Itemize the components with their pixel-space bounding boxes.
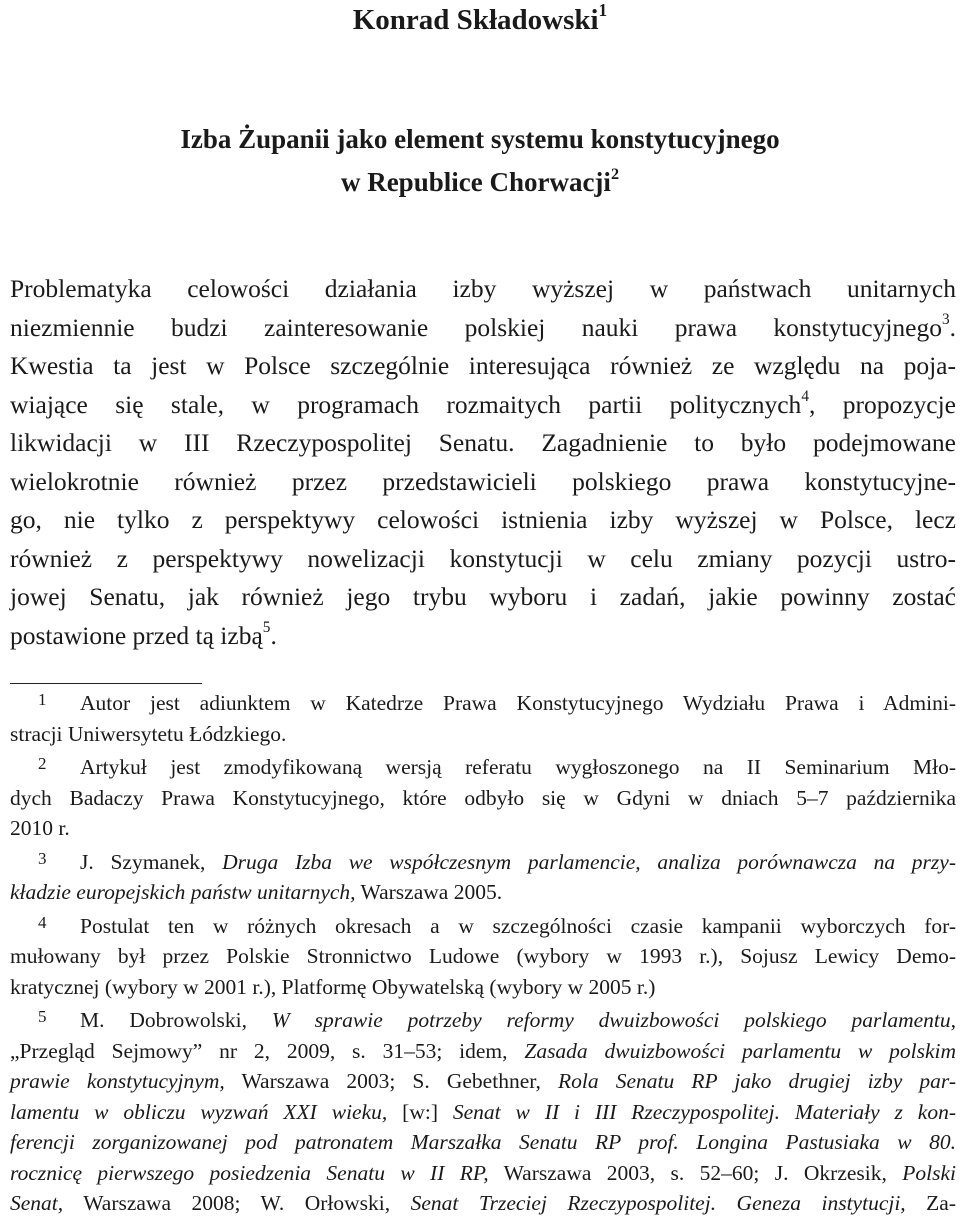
body-text: wiające się stale, w programach rozmaitych partii politycznych xyxy=(10,389,802,419)
footnote-italic: lamentu w obliczu wyzwań XXI wieku, xyxy=(10,1099,388,1124)
footnote-2 xyxy=(10,749,956,844)
title-line-2 xyxy=(0,161,960,204)
body-line: go, nie tylko z perspektywy celowości istnienia izby wyższej w Polsce, lecz xyxy=(10,505,956,534)
footnote-line xyxy=(10,1066,956,1097)
footnote-italic: Senat w II i III Rzeczypospolitej. Materiały z kon- xyxy=(452,1099,956,1124)
footnote-line xyxy=(10,877,956,908)
footnote-line xyxy=(10,844,956,878)
footnote-text: Autor jest adiunktem w Katedrze Prawa Konstytucyjnego Wydziału Prawa i Admini- xyxy=(80,691,956,715)
footnote-number: 2 xyxy=(38,754,47,773)
title-line-1: Izba Żupanii jako element systemu konstytucyjnego xyxy=(180,124,780,154)
footnote-line xyxy=(10,1188,956,1219)
footnote-text: Warszawa 2003, s. 52–60; J. Okrzesik, xyxy=(488,1160,903,1185)
footnote-line: kratycznej (wybory w 2001 r.), Platformę Obywatelską (wybory w 2005 r.) xyxy=(10,974,656,999)
footnote-italic: Polski xyxy=(902,1160,956,1185)
footnote-text: M. Dobrowolski, xyxy=(80,1008,272,1032)
footnote-separator xyxy=(10,683,202,684)
footnote-line: mułowany był przez Polskie Stronnictwo Ludowe (wybory w 1993 r.), Sojusz Lewicy Demo- xyxy=(10,944,956,968)
footnote-4 xyxy=(10,908,956,1003)
body-paragraph xyxy=(10,270,956,655)
body-line xyxy=(10,617,956,656)
footnotes xyxy=(10,685,956,1219)
body-line: wielokrotnie również przez przedstawicieli polskiego prawa konstytucyjne- xyxy=(10,466,956,496)
body-text: . xyxy=(270,620,277,650)
body-text: niezmiennie budzi zainteresowanie polskiej nauki prawa konstytucyjnego xyxy=(10,312,942,342)
footnote-line xyxy=(10,685,956,719)
footnote-italic: Senat, xyxy=(10,1191,64,1215)
footnote-line xyxy=(10,1036,956,1067)
footnote-text: Za- xyxy=(905,1191,956,1215)
footnote-line xyxy=(10,908,956,942)
body-line: Kwestia ta jest w Polsce szczególnie interesująca również ze względu na poja- xyxy=(10,351,956,380)
footnote-italic: Druga Izba we współczesnym parlamencie, analiza porównawcza na przy- xyxy=(222,849,956,874)
author-name xyxy=(0,2,960,38)
footnote-text: Postulat ten w różnych okresach a w szczególności czasie kampanii wyborczych for- xyxy=(80,913,956,938)
footnote-line xyxy=(10,1158,956,1189)
footnote-text: J. Szymanek, xyxy=(80,849,223,874)
footnote-text: Warszawa 2003; S. Gebethner, xyxy=(224,1069,559,1093)
body-line: Problematyka celowości działania izby wyższej w państwach unitarnych xyxy=(10,274,956,303)
footnote-1 xyxy=(10,685,956,749)
footnote-ref-1[interactable]: 1 xyxy=(598,0,608,21)
footnote-3 xyxy=(10,844,956,908)
footnote-ref-2[interactable]: 2 xyxy=(610,165,620,183)
footnote-italic: kładzie europejskich państw unitarnych, xyxy=(10,880,356,904)
footnote-number: 4 xyxy=(38,912,47,932)
body-text: postawione przed tą izbą xyxy=(10,620,263,650)
footnote-text: [w:] xyxy=(387,1099,453,1124)
footnote-italic: ferencji zorganizowanej pod patronatem Marszałka Senatu RP prof. Longina Pastusiaka w 80. xyxy=(10,1130,956,1154)
footnote-text: Warszawa 2005. xyxy=(355,880,503,904)
footnote-text: Artykuł jest zmodyfikowaną wersją referatu wygłoszonego na II Seminarium Mło- xyxy=(80,755,956,779)
footnote-line xyxy=(10,749,956,783)
author-text: Konrad Składowski xyxy=(352,4,599,36)
footnote-text: „Przegląd Sejmowy” nr 2, 2009, s. 31–53; idem, xyxy=(10,1038,525,1063)
footnote-5 xyxy=(10,1002,956,1219)
footnote-number: 1 xyxy=(38,690,47,709)
footnote-line xyxy=(10,1097,956,1128)
footnote-ref-3[interactable]: 3 xyxy=(941,311,950,328)
body-text: . xyxy=(949,312,956,342)
footnote-line: dych Badaczy Prawa Konstytucyjnego, które odbyło się w Gdyni w dniach 5–7 października xyxy=(10,785,956,810)
footnote-ref-5[interactable]: 5 xyxy=(262,619,271,636)
footnote-text: Warszawa 2008; W. Orłowski, xyxy=(63,1191,411,1215)
footnote-italic: W sprawie potrzeby reformy dwuizbowości polskiego parlamentu, xyxy=(271,1008,956,1032)
body-line: również z perspektywy nowelizacji konstytucji w celu zmiany pozycji ustro- xyxy=(10,543,956,573)
body-line xyxy=(10,386,956,425)
footnote-number: 5 xyxy=(38,1007,47,1026)
footnote-italic: Rola Senatu RP jako drugiej izby par- xyxy=(558,1069,956,1093)
footnote-italic: Senat Trzeciej Rzeczypospolitej. Geneza instytucji, xyxy=(410,1191,906,1215)
footnote-line: stracji Uniwersytetu Łódzkiego. xyxy=(10,721,287,746)
footnote-italic: prawie konstytucyjnym, xyxy=(10,1069,225,1093)
footnote-number: 3 xyxy=(38,848,47,868)
footnote-line: 2010 r. xyxy=(10,816,70,840)
article-title xyxy=(0,118,960,204)
footnote-line xyxy=(10,1002,956,1036)
footnote-line xyxy=(10,1127,956,1158)
body-line: likwidacji w III Rzeczypospolitej Senatu. Zagadnienie to było podejmowane xyxy=(10,428,956,457)
body-text: , propozycje xyxy=(808,389,956,419)
body-line xyxy=(10,309,956,348)
title-line-2-text: w Republice Chorwacji xyxy=(340,167,611,197)
body-line: jowej Senatu, jak również jego trybu wyboru i zadań, jakie powinny zostać xyxy=(10,582,956,611)
footnote-italic: Zasada dwuizbowości parlamentu w polskim xyxy=(524,1038,956,1063)
footnote-ref-4[interactable]: 4 xyxy=(801,388,809,405)
footnote-italic: rocznicę pierwszego posiedzenia Senatu w II RP, xyxy=(10,1160,489,1185)
